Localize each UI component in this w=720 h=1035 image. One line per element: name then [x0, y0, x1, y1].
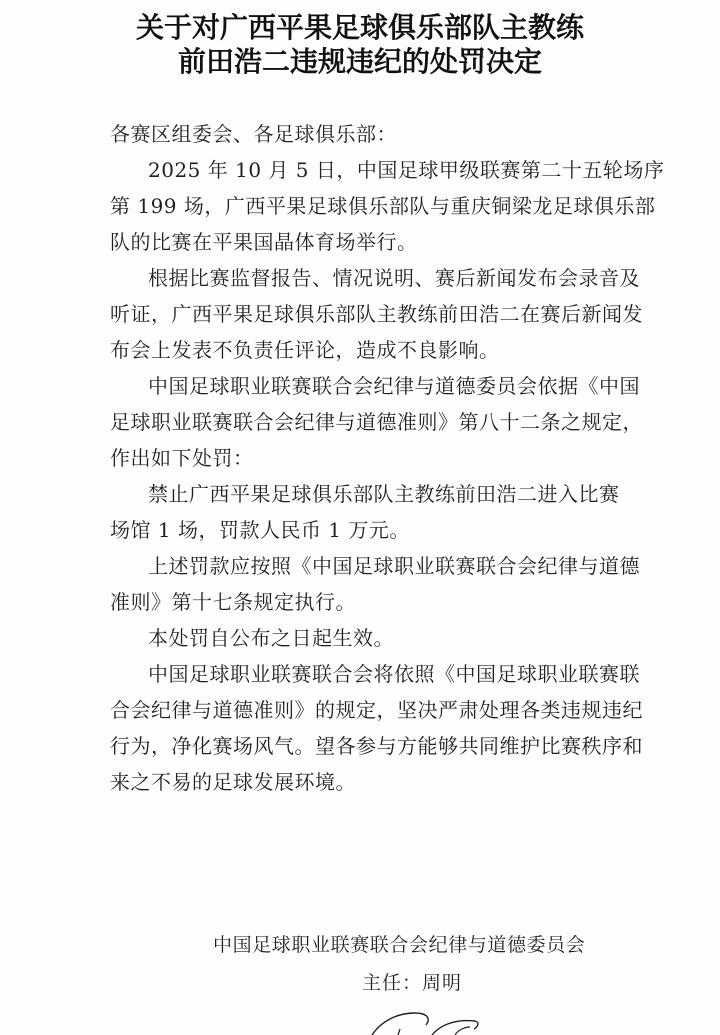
document-title-line-2: 前田浩二违规违纪的处罚决定	[177, 45, 542, 78]
body-line: 2025 年 10 月 5 日，中国足球甲级联赛第二十五轮场序	[148, 158, 665, 182]
handwritten-signature-icon	[370, 1005, 490, 1035]
body-line: 来之不易的足球发展环境。	[110, 770, 356, 794]
document-title-line-1: 关于对广西平果足球俱乐部队主教练	[135, 11, 584, 44]
body-line: 行为，净化赛场风气。望各参与方能够共同维护比赛秩序和	[110, 734, 643, 758]
body-line: 根据比赛监督报告、情况说明、赛后新闻发布会录音及	[148, 266, 640, 290]
body-line: 合会纪律与道德准则》的规定，坚决严肃处理各类违规违纪	[110, 698, 643, 722]
body-line: 禁止广西平果足球俱乐部队主教练前田浩二进入比赛	[148, 482, 620, 506]
body-line: 作出如下处罚：	[110, 446, 254, 470]
body-line: 场馆 1 场，罚款人民币 1 万元。	[110, 518, 410, 542]
body-line: 队的比赛在平果国晶体育场举行。	[110, 230, 418, 254]
body-line: 准则》第十七条规定执行。	[110, 590, 356, 614]
body-line: 本处罚自公布之日起生效。	[148, 626, 394, 650]
body-line: 中国足球职业联赛联合会纪律与道德委员会依据《中国	[148, 374, 640, 398]
salutation: 各赛区组委会、各足球俱乐部：	[110, 122, 397, 146]
body-line: 上述罚款应按照《中国足球职业联赛联合会纪律与道德	[148, 554, 640, 578]
signing-organization: 中国足球职业联赛联合会纪律与道德委员会	[213, 934, 586, 956]
body-line: 足球职业联赛联合会纪律与道德准则》第八十二条之规定，	[110, 410, 643, 434]
body-line: 中国足球职业联赛联合会将依照《中国足球职业联赛联	[148, 662, 640, 686]
body-line: 布会上发表不负责任评论，造成不良影响。	[110, 338, 500, 362]
body-line: 听证，广西平果足球俱乐部队主教练前田浩二在赛后新闻发	[110, 302, 643, 326]
signing-director: 主任：周明	[362, 972, 463, 994]
body-line: 第 199 场，广西平果足球俱乐部队与重庆铜梁龙足球俱乐部	[110, 194, 656, 218]
